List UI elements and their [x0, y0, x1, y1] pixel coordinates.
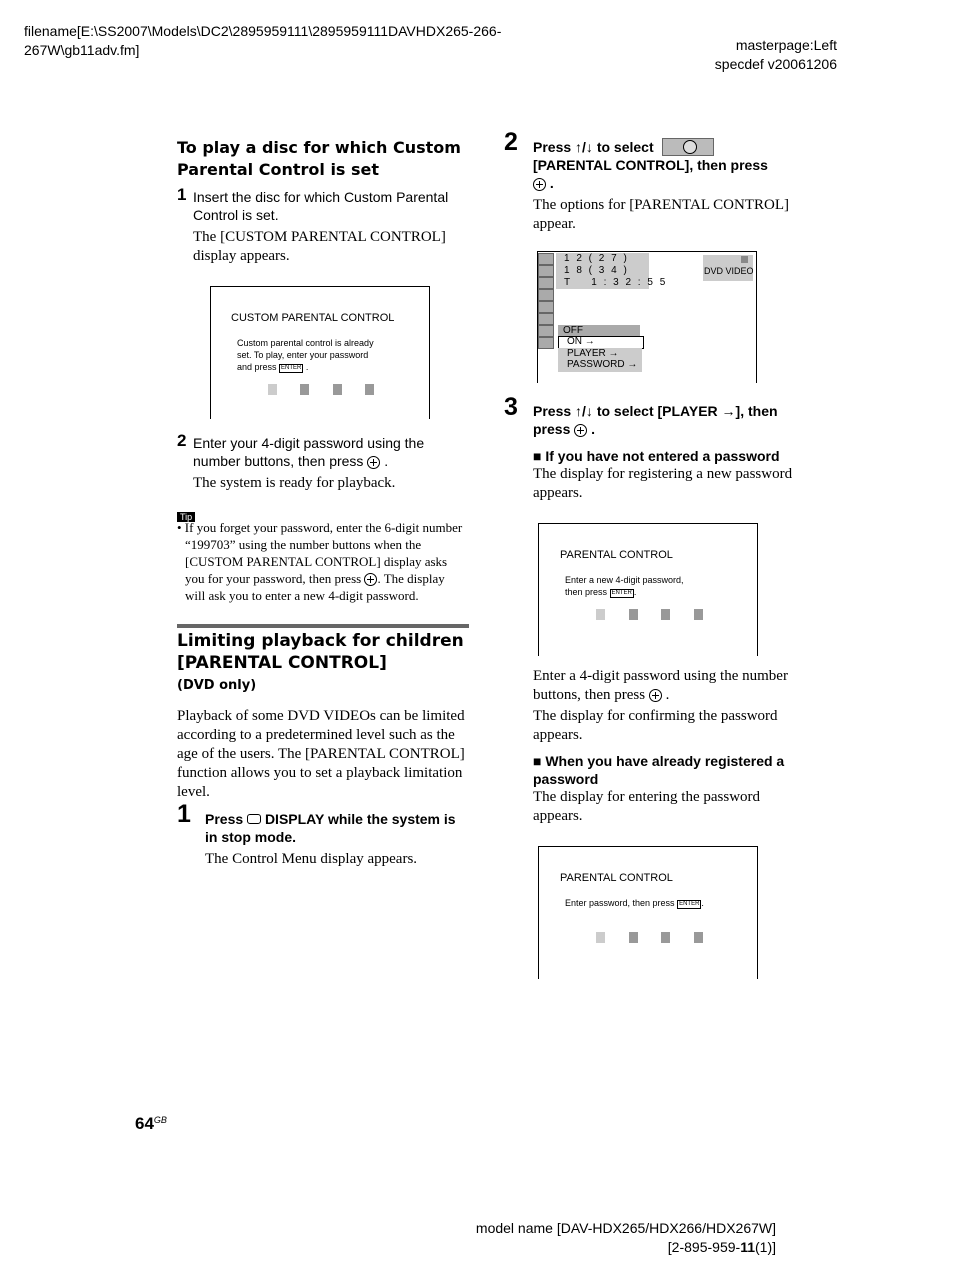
step1-number: 1	[177, 185, 187, 204]
enter-button-icon	[649, 689, 662, 702]
section-subheading: (DVD only)	[177, 678, 257, 693]
big-step2-result: The options for [PARENTAL CONTROL] appear.	[533, 197, 790, 232]
screen-message: Custom parental control is already set. To play, enter your password and press ENTER .	[237, 338, 374, 372]
menu-side-icon	[538, 253, 554, 265]
password-digit-box	[694, 932, 703, 943]
step2-result: The system is ready for playback.	[193, 475, 396, 491]
password-digit-box	[629, 609, 638, 620]
enter-button-icon	[367, 456, 380, 469]
screen-title: PARENTAL CONTROL	[560, 872, 673, 884]
section-divider	[177, 624, 469, 628]
menu-side-icon	[538, 277, 554, 289]
page-number: $64^{GB}$	[135, 1114, 167, 1133]
password-digit-box	[333, 384, 342, 395]
password-digit-box	[365, 384, 374, 395]
case1-text: The display for registering a new password appears.	[533, 466, 793, 501]
section-heading: Limiting playback for children [PARENTAL CONTROL]	[177, 631, 464, 673]
password-digit-box	[596, 932, 605, 943]
control-menu-screen	[537, 251, 757, 383]
header-filename-line2: 267W\gb11adv.fm]	[24, 42, 140, 58]
section-title: To play a disc for which Custom Parental Control is set	[177, 138, 461, 179]
password-digit-box	[629, 932, 638, 943]
step2-number: 2	[177, 431, 187, 450]
header-specdef: specdef v20061206	[714, 56, 837, 72]
big-step1-instruction: Press DISPLAY while the system is in stop mode.	[205, 811, 456, 845]
screen-message: Enter password, then press ENTER .	[565, 898, 704, 908]
password-digit-box	[661, 932, 670, 943]
case2-heading: ■ When you have already registered a password	[533, 753, 785, 787]
enter-button-icon	[574, 424, 587, 437]
enter-password-screen	[538, 846, 758, 979]
step1-instruction: Insert the disc for which Custom Parental Control is set.	[193, 189, 449, 223]
option-password[interactable]: PASSWORD →	[567, 359, 638, 370]
option-off[interactable]: OFF	[563, 325, 583, 336]
password-digit-box	[694, 609, 703, 620]
new-password-screen	[538, 523, 758, 656]
menu-side-icon	[538, 301, 554, 313]
tip-badge: Tip	[177, 507, 195, 525]
screen-title: CUSTOM PARENTAL CONTROL	[231, 312, 395, 324]
header-masterpage-label: masterpage:Left	[735, 37, 837, 53]
enter-key-icon: ENTER	[679, 901, 700, 907]
case2-text: The display for entering the password appears.	[533, 789, 761, 824]
menu-side-icon	[538, 313, 554, 325]
menu-side-icon	[538, 337, 554, 349]
header-filename	[24, 22, 501, 60]
big-step1-number: 1	[177, 800, 191, 828]
display-button-icon	[247, 814, 261, 824]
option-player[interactable]: PLAYER →	[567, 348, 619, 359]
step2-instruction: Enter your 4-digit password using the number buttons, then press .	[193, 435, 425, 469]
password-digit-box	[661, 609, 670, 620]
big-step3-number: 3	[504, 393, 518, 421]
parental-control-icon	[662, 138, 714, 156]
custom-parental-control-screen	[210, 286, 430, 419]
screen-title: PARENTAL CONTROL	[560, 549, 673, 561]
dvd-video-label: DVD VIDEO	[704, 266, 754, 276]
enter-button-icon	[364, 573, 377, 586]
option-on[interactable]: ON →	[567, 336, 595, 347]
after-screen2-text: Enter a 4-digit password using the number buttons, then press . The display for confirming the password appears.	[533, 668, 788, 743]
menu-side-icon	[538, 325, 554, 337]
big-step3-instruction: Press ↑/↓ to select [PLAYER →], then press .	[533, 403, 778, 437]
step1-result: The [CUSTOM PARENTAL CONTROL] display appears.	[193, 229, 446, 264]
dvd-indicator-icon	[741, 256, 748, 263]
intro-paragraph: Playback of some DVD VIDEOs can be limited according to a predetermined level such as the age of the users. The [PARENTAL CONTROL] function allows you to set a playback limitation level.	[177, 708, 465, 800]
menu-info-rows: 1 2 ( 2 7 ) 1 8 ( 3 4 ) T 1 : 3 2 : 5 5	[564, 253, 668, 288]
password-digit-box	[596, 609, 605, 620]
enter-button-icon	[533, 178, 546, 191]
menu-side-icon	[538, 265, 554, 277]
footer-model: model name [DAV-HDX265/HDX266/HDX267W] [2-895-959-11(1)]	[475, 1220, 776, 1255]
big-step1-result: The Control Menu display appears.	[205, 851, 418, 867]
big-step2-instruction: Press ↑/↓ to select [PARENTAL CONTROL], then press .	[533, 139, 768, 191]
case1-heading: ■ If you have not entered a password	[533, 448, 780, 464]
enter-key-icon: ENTER	[281, 365, 302, 371]
header-filename-line1: filename[E:\SS2007\Models\DC2\2895959111\2895959111DAVHDX265-266-	[24, 23, 502, 39]
enter-key-icon: ENTER	[611, 590, 632, 596]
password-digit-box	[268, 384, 277, 395]
header-masterpage	[715, 36, 837, 74]
big-step2-number: 2	[504, 128, 518, 156]
screen-message: Enter a new 4-digit password, then press ENTER .	[565, 575, 684, 597]
password-digit-box	[300, 384, 309, 395]
menu-side-icon	[538, 289, 554, 301]
tip-text: • If you forget your password, enter the 6-digit number “199703” using the number buttons when the [CUSTOM PARENTAL CONTROL] display asks you for your password, then press . The display will ask you to enter a new 4-digit password.	[177, 520, 463, 603]
